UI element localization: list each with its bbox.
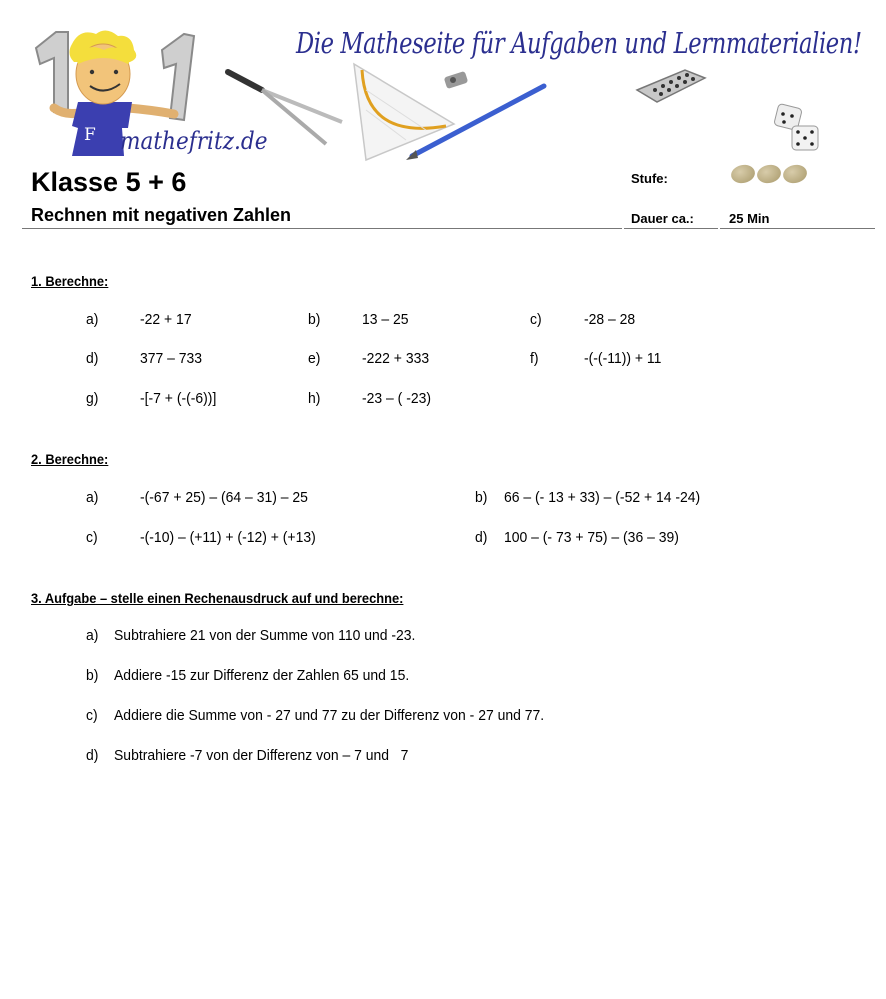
calculator-icon	[633, 64, 707, 104]
item-label: h)	[308, 390, 321, 407]
item-label: a)	[86, 627, 99, 644]
level-label: Stufe:	[631, 171, 668, 186]
shirt-letter: F	[84, 125, 96, 145]
page-title: Klasse 5 + 6	[31, 167, 187, 197]
item-label: c)	[86, 529, 98, 546]
item-expression: -(-(-11)) + 11	[584, 350, 662, 367]
item-label: c)	[530, 311, 542, 328]
item-label: b)	[86, 667, 99, 684]
item-expression: 66 – (- 13 + 33) – (-52 + 14 -24)	[504, 489, 701, 506]
site-name: mathefritz.de	[120, 127, 268, 155]
dice-icon	[770, 102, 826, 156]
level-rating	[731, 165, 807, 183]
item-label: d)	[86, 350, 99, 367]
item-expression: -23 – ( -23)	[362, 390, 432, 407]
item-expression: -222 + 333	[362, 350, 430, 367]
item-text: Subtrahiere 21 von der Summe von 110 und -23.	[114, 627, 416, 644]
item-text: Addiere die Summe von - 27 und 77 zu der Differenz von - 27 und 77.	[114, 707, 545, 724]
page-subtitle: Rechnen mit negativen Zahlen	[31, 205, 292, 225]
item-expression: -22 + 17	[140, 311, 192, 328]
pebble-icon	[729, 163, 756, 186]
banner-slogan: Die Matheseite für Aufgaben und Lernmaterialien!	[296, 26, 862, 60]
header-divider	[720, 228, 875, 229]
item-label: e)	[308, 350, 321, 367]
item-expression: 13 – 25	[362, 311, 409, 328]
item-label: c)	[86, 707, 98, 724]
duration-value: 25 Min	[729, 211, 770, 226]
item-expression: -(-67 + 25) – (64 – 31) – 25	[140, 489, 308, 506]
item-label: d)	[86, 747, 99, 764]
item-text: Addiere -15 zur Differenz der Zahlen 65 und 15.	[114, 667, 410, 684]
header-divider	[22, 228, 622, 229]
item-text: Subtrahiere -7 von der Differenz von – 7 und 7	[114, 747, 409, 764]
number-one-right-icon	[162, 34, 194, 120]
item-expression: -28 – 28	[584, 311, 636, 328]
item-label: d)	[475, 529, 488, 546]
item-expression: 100 – (- 73 + 75) – (36 – 39)	[504, 529, 679, 546]
item-label: g)	[86, 390, 99, 407]
compass-icon	[222, 62, 352, 150]
sharpener-icon	[442, 70, 472, 92]
header-divider	[624, 228, 718, 229]
pebble-icon	[781, 163, 808, 186]
section-heading: 1. Berechne:	[31, 273, 109, 289]
number-one-left-icon	[36, 32, 68, 112]
pencil-icon	[404, 80, 554, 162]
section-heading: 2. Berechne:	[31, 451, 109, 467]
item-label: f)	[530, 350, 539, 367]
item-label: b)	[308, 311, 321, 328]
item-expression: -(-10) – (+11) + (-12) + (+13)	[140, 529, 316, 546]
duration-label: Dauer ca.:	[631, 211, 694, 226]
section-heading: 3. Aufgabe – stelle einen Rechenausdruck auf und berechne:	[31, 590, 404, 606]
pebble-icon	[755, 163, 782, 186]
item-expression: 377 – 733	[140, 350, 203, 367]
item-expression: -[-7 + (-(-6))]	[140, 390, 217, 407]
item-label: a)	[86, 489, 99, 506]
item-label: b)	[475, 489, 488, 506]
item-label: a)	[86, 311, 99, 328]
